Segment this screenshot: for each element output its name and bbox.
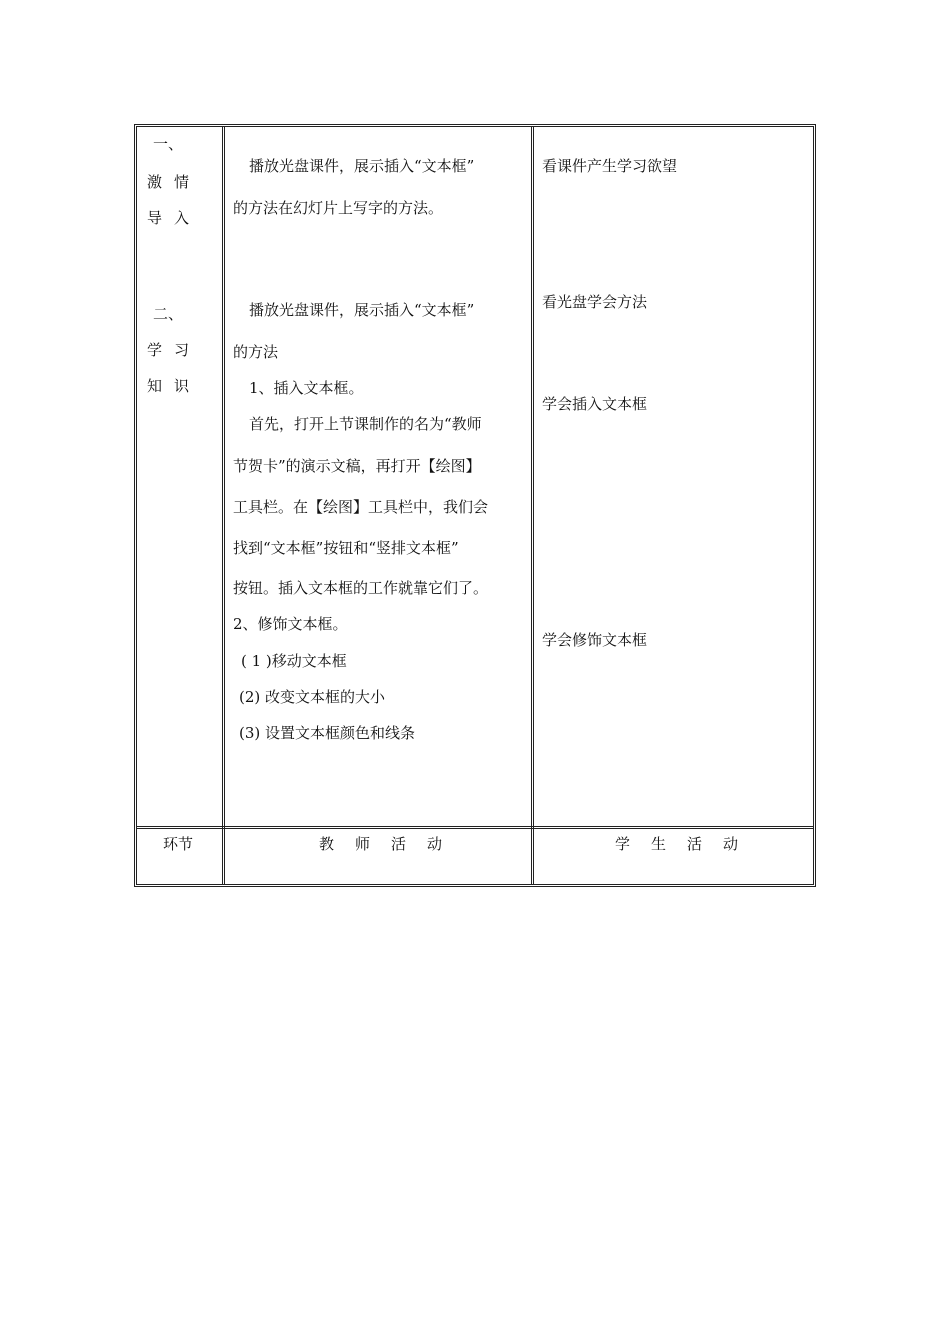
column-divider bbox=[222, 127, 225, 884]
teacher-substep-2: (2) 改变文本框的大小 bbox=[239, 688, 386, 706]
teacher-learn-line-1: 播放光盘课件，展示插入“文本框” bbox=[249, 301, 475, 319]
header-student-activity: 学生活动 bbox=[615, 835, 760, 853]
column-divider bbox=[531, 127, 534, 884]
lesson-table bbox=[134, 124, 816, 887]
teacher-paragraph-line-5: 按钮。插入文本框的工作就靠它们了。 bbox=[233, 579, 489, 597]
teacher-paragraph-line-2: 节贺卡”的演示文稿，再打开【绘图】 bbox=[233, 457, 481, 475]
student-activity-1: 看课件产生学习欲望 bbox=[542, 157, 678, 175]
teacher-learn-line-2: 的方法 bbox=[233, 343, 279, 361]
row-divider bbox=[137, 826, 813, 829]
student-activity-4: 学会修饰文本框 bbox=[542, 631, 648, 649]
teacher-paragraph-line-3: 工具栏。在【绘图】工具栏中，我们会 bbox=[233, 498, 489, 516]
header-stage: 环节 bbox=[163, 835, 194, 853]
section-1-line-1: 激情 bbox=[147, 173, 202, 191]
section-1-number: 一、 bbox=[153, 135, 184, 153]
teacher-substep-1: ( 1 )移动文本框 bbox=[241, 652, 347, 670]
section-2-line-2: 知识 bbox=[147, 377, 202, 395]
header-teacher-activity: 教师活动 bbox=[319, 835, 464, 853]
teacher-intro-line-1: 播放光盘课件，展示插入“文本框” bbox=[249, 157, 475, 175]
student-activity-3: 学会插入文本框 bbox=[542, 395, 648, 413]
teacher-step-2: 2、修饰文本框。 bbox=[233, 615, 348, 633]
teacher-paragraph-line-4: 找到“文本框”按钮和“竖排文本框” bbox=[233, 539, 459, 557]
teacher-substep-3: (3) 设置文本框颜色和线条 bbox=[239, 724, 416, 742]
section-2-number: 二、 bbox=[153, 305, 184, 323]
teacher-intro-line-2: 的方法在幻灯片上写字的方法。 bbox=[233, 199, 444, 217]
section-1-line-2: 导入 bbox=[147, 209, 202, 227]
student-activity-2: 看光盘学会方法 bbox=[542, 293, 648, 311]
teacher-step-1: 1、插入文本框。 bbox=[249, 379, 364, 397]
teacher-paragraph-line-1: 首先，打开上节课制作的名为“教师 bbox=[249, 415, 482, 433]
section-2-line-1: 学习 bbox=[147, 341, 202, 359]
